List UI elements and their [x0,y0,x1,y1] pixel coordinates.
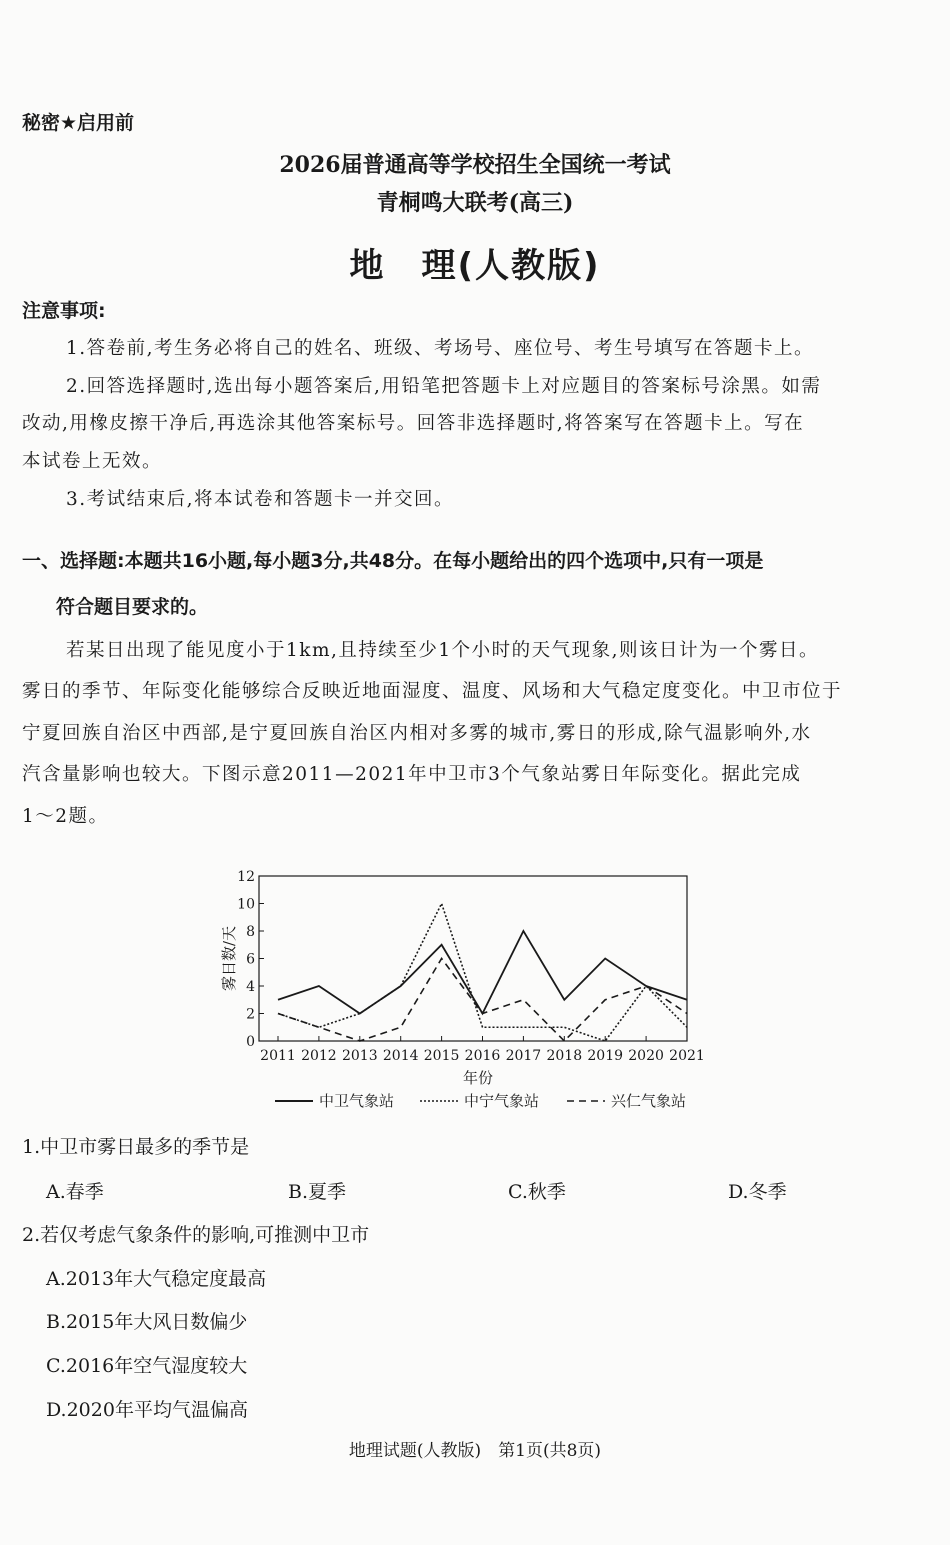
notice-item-1: 1.答卷前,考生务必将自己的姓名、班级、考场号、座位号、考生号填写在答题卡上。 [66,338,815,359]
notice-item-2-line1: 2.回答选择题时,选出每小题答案后,用铅笔把答题卡上对应题目的答案标号涂黑。如需 [66,376,822,397]
series-line-1 [278,931,687,1014]
y-tick-label: 6 [246,951,255,968]
legend-label-2: 中宁气象站 [464,1092,540,1110]
page-footer: 地理试题(人教版) 第1页(共8页) [348,1441,602,1461]
y-tick-label: 10 [237,896,255,913]
fog-days-chart [0,862,950,1122]
x-tick-label: 2014 [382,1048,419,1064]
question-1-option-a: A.春季 [46,1181,104,1203]
passage-line-3: 宁夏回族自治区中西部,是宁夏回族自治区内相对多雾的城市,雾日的形成,除气温影响外,水 [22,723,812,744]
notice-item-3: 3.考试结束后,将本试卷和答题卡一并交回。 [66,489,455,510]
x-tick-label: 2012 [301,1048,337,1064]
question-1-option-c: C.秋季 [508,1181,566,1203]
question-2-option-d: D.2020年平均气温偏高 [46,1399,248,1421]
x-tick-label: 2019 [587,1048,624,1064]
passage-line-1: 若某日出现了能见度小于1km,且持续至少1个小时的天气现象,则该日计为一个雾日。 [66,640,820,661]
subject-title: 地 理(人教版) [349,246,601,286]
section-heading: 一、选择题:本题共16小题,每小题3分,共48分。在每小题给出的四个选项中,只有一项是 [22,550,764,572]
x-axis-label: 年份 [462,1069,494,1087]
question-1-option-b: B.夏季 [288,1181,347,1203]
x-tick-label: 2016 [464,1048,501,1064]
x-tick-label: 2018 [546,1048,583,1064]
section-heading-cont: 符合题目要求的。 [56,596,209,618]
legend-label-3: 兴仁气象站 [611,1092,687,1110]
question-1-option-d: D.冬季 [728,1181,787,1203]
x-tick-label: 2013 [341,1048,378,1064]
x-tick-label: 2020 [628,1048,664,1064]
question-1-stem: 1.中卫市雾日最多的季节是 [22,1136,250,1158]
notice-item-2-line3: 本试卷上无效。 [22,451,163,472]
legend-label-1: 中卫气象站 [319,1092,395,1110]
passage-line-4: 汽含量影响也较大。下图示意2011—2021年中卫市3个气象站雾日年际变化。据此完成 [22,764,802,785]
x-tick-label: 2015 [423,1048,460,1064]
y-tick-label: 2 [246,1006,255,1023]
passage-line-2: 雾日的季节、年际变化能够综合反映近地面湿度、温度、风场和大气稳定度变化。中卫市位于 [22,681,843,702]
y-tick-label: 8 [246,924,255,940]
secret-label: 秘密★启用前 [22,112,135,134]
passage-line-5: 1～2题。 [22,806,109,827]
question-2-option-b: B.2015年大风日数偏少 [46,1311,248,1333]
y-tick-label: 0 [246,1034,255,1050]
x-tick-label: 2021 [669,1048,705,1064]
x-tick-label: 2011 [260,1048,296,1064]
y-tick-label: 12 [237,869,255,885]
notice-heading: 注意事项: [22,300,106,322]
exam-subtitle: 青桐鸣大联考(高三) [376,190,574,216]
question-2-option-c: C.2016年空气湿度较大 [46,1355,248,1377]
exam-title: 2026届普通高等学校招生全国统一考试 [279,152,671,178]
y-tick-label: 4 [246,979,255,995]
y-axis-label: 雾日数/天 [220,925,238,992]
question-2-option-a: A.2013年大气稳定度最高 [46,1268,267,1290]
notice-item-2-line2: 改动,用橡皮擦干净后,再选涂其他答案标号。回答非选择题时,将答案写在答题卡上。写在 [22,413,805,434]
x-tick-label: 2017 [505,1048,542,1064]
question-2-stem: 2.若仅考虑气象条件的影响,可推测中卫市 [22,1224,370,1246]
